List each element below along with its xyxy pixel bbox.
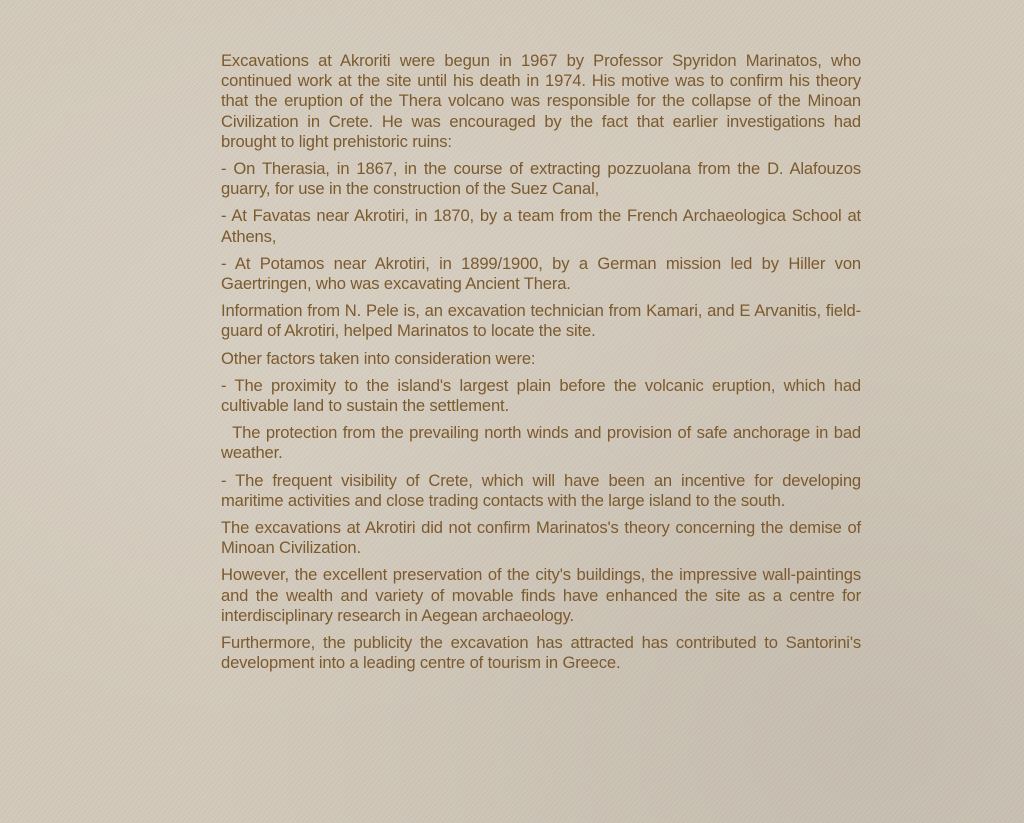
paragraph-crete: - The frequent visibility of Crete, which will have been an incentive for developing maritime activities and close trading contacts with the large island to the south.	[221, 470, 861, 510]
paragraph-furthermore: Furthermore, the publicity the excavation has attracted has contributed to Santorini's development into a leading centre of tourism in Greece.	[221, 633, 861, 673]
paragraph-other-factors: Other factors taken into consideration were:	[221, 348, 536, 368]
information-panel	[221, 51, 866, 680]
paragraph-information: Information from N. Pele is, an excavation technician from Kamari, and E Arvanitis, field-guard of Akrotiri, helped Marinatos to locate the site.	[221, 301, 861, 341]
paragraph-favatas: - At Favatas near Akrotiri, in 1870, by a team from the French Archaeologica School at Athens,	[221, 206, 861, 246]
paragraph-therasia: - On Therasia, in 1867, in the course of extracting pozzuolana from the D. Alafouzos guarry, for use in the construction of the Suez Canal,	[221, 159, 861, 199]
paragraph-potamos: - At Potamos near Akrotiri, in 1899/1900, by a German mission led by Hiller von Gaertringen, who was excavating Ancient Thera.	[221, 253, 861, 294]
paragraph-protection: The protection from the prevailing north winds and provision of safe anchorage in bad weather.	[221, 423, 866, 463]
paragraph-excavations: The excavations at Akrotiri did not confirm Marinatos's theory concerning the demise of Minoan Civilization.	[221, 518, 861, 558]
paragraph-intro: Excavations at Akroriti were begun in 1967 by Professor Spyridon Marinatos, who continued work at the site until his death in 1974. His motive was to confirm his theory that the eruption of the Thera volcano was responsible for the collapse of the Minoan Civilization in Crete. He was encouraged by the fact that earlier investigations had brought to light prehistoric ruins:	[221, 51, 861, 151]
paragraph-proximity: - The proximity to the island's largest plain before the volcanic eruption, which had cultivable land to sustain the settlement.	[221, 375, 861, 416]
paragraph-however: However, the excellent preservation of the city's buildings, the impressive wall-paintings and the wealth and variety of movable finds have enhanced the site as a centre for interdisciplinary research in Aegean archaeology.	[221, 565, 861, 625]
